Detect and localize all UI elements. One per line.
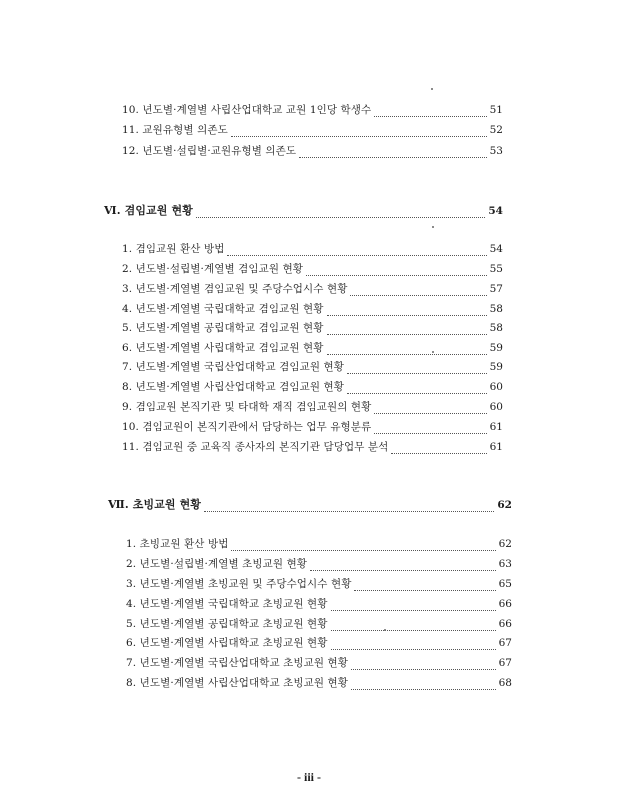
- leader-dots: [327, 305, 487, 316]
- toc-entry-page: 60: [489, 401, 503, 413]
- section-page: 62: [497, 499, 512, 511]
- toc-entry[interactable]: [122, 359, 503, 375]
- toc-entry-page: 58: [489, 303, 503, 315]
- toc-entry[interactable]: [122, 320, 503, 336]
- leader-dots: [196, 207, 485, 218]
- leader-dots: [374, 403, 486, 414]
- toc-entry-page: 61: [489, 441, 503, 453]
- toc-entry-page: 54: [489, 243, 503, 255]
- leader-dots: [351, 659, 496, 670]
- toc-entry-label: 4. 년도별·계열별 국립대학교 초빙교원 현황: [126, 598, 328, 610]
- leader-dots: [204, 501, 494, 512]
- toc-entry[interactable]: [126, 675, 512, 691]
- toc-entry-page: 63: [498, 558, 512, 570]
- page-number: - iii -: [297, 770, 321, 784]
- toc-entry-label: 4. 년도별·계열별 국립대학교 겸임교원 현황: [122, 303, 324, 315]
- leader-dots: [306, 265, 487, 276]
- leader-dots: [331, 639, 496, 650]
- toc-entry-label: 8. 년도별·계열별 사립산업대학교 겸임교원 현황: [122, 381, 345, 393]
- toc-entry-label: 10. 년도별·계열별 사립산업대학교 교원 1인당 학생수: [122, 104, 372, 116]
- toc-entry[interactable]: [122, 281, 503, 297]
- toc-entry-page: 59: [489, 361, 503, 373]
- leader-dots: [347, 383, 487, 394]
- toc-entry-label: 1. 겸임교원 환산 방법: [122, 243, 225, 255]
- leader-dots: [331, 620, 496, 631]
- toc-entry[interactable]: [122, 102, 503, 118]
- toc-entry[interactable]: [122, 143, 503, 159]
- toc-entry[interactable]: [122, 241, 503, 257]
- toc-entry-page: 61: [489, 421, 503, 433]
- leader-dots: [331, 600, 496, 611]
- toc-entry[interactable]: [122, 439, 503, 455]
- leader-dots: [299, 147, 486, 158]
- toc-entry-page: 57: [489, 283, 503, 295]
- toc-entry-label: 2. 년도별·설립별·계열별 겸임교원 현황: [122, 263, 304, 275]
- toc-entry-label: 1. 초빙교원 환산 방법: [126, 538, 229, 550]
- toc-entry-label: 5. 년도별·계열별 공립대학교 초빙교원 현황: [126, 618, 328, 630]
- toc-entry-label: 3. 년도별·계열별 겸임교원 및 주당수업시수 현황: [122, 283, 348, 295]
- toc-entry[interactable]: [122, 122, 503, 138]
- section-title: Ⅵ. 겸임교원 현황: [104, 204, 193, 217]
- leader-dots: [354, 580, 495, 591]
- toc-entry-label: 9. 겸임교원 본직기관 및 타대학 재직 겸임교원의 현황: [122, 401, 372, 413]
- section-heading-vii[interactable]: [108, 497, 512, 513]
- toc-entry-label: 7. 년도별·계열별 국립산업대학교 겸임교원 현황: [122, 361, 345, 373]
- leader-dots: [327, 324, 487, 335]
- toc-entry-label: 6. 년도별·계열별 사립대학교 겸임교원 현황: [122, 342, 324, 354]
- toc-entry[interactable]: [126, 576, 512, 592]
- toc-entry[interactable]: [126, 655, 512, 671]
- toc-entry-page: 62: [498, 538, 512, 550]
- toc-entry-label: 3. 년도별·계열별 초빙교원 및 주당수업시수 현황: [126, 578, 352, 590]
- section-heading-vi[interactable]: [104, 203, 503, 219]
- leader-dots: [374, 106, 486, 117]
- toc-entry[interactable]: [126, 616, 512, 632]
- section-page: 54: [488, 205, 503, 217]
- toc-entry-page: 59: [489, 342, 503, 354]
- toc-entry-page: 51: [489, 104, 503, 116]
- toc-entry-page: 53: [489, 145, 503, 157]
- toc-entry[interactable]: [122, 399, 503, 415]
- leader-dots: [347, 363, 487, 374]
- leader-dots: [227, 245, 486, 256]
- toc-entry-label: 12. 년도별·설립별·교원유형별 의존도: [122, 145, 297, 157]
- scan-speck: [431, 88, 433, 90]
- toc-entry-label: 8. 년도별·계열별 사립산업대학교 초빙교원 현황: [126, 677, 349, 689]
- leader-dots: [231, 540, 495, 551]
- toc-entry[interactable]: [122, 340, 503, 356]
- toc-entry[interactable]: [122, 301, 503, 317]
- leader-dots: [327, 344, 487, 355]
- toc-entry-label: 11. 교원유형별 의존도: [122, 124, 228, 136]
- scan-speck: [432, 226, 434, 228]
- section-title: Ⅶ. 초빙교원 현황: [108, 498, 202, 511]
- leader-dots: [351, 679, 496, 690]
- toc-entry[interactable]: [122, 379, 503, 395]
- toc-entry-page: 68: [498, 677, 512, 689]
- toc-entry[interactable]: [126, 635, 512, 651]
- toc-entry[interactable]: [126, 596, 512, 612]
- toc-entry[interactable]: [126, 536, 512, 552]
- toc-entry-label: 10. 겸임교원이 본직기관에서 담당하는 업무 유형분류: [122, 421, 372, 433]
- toc-entry-label: 11. 겸임교원 중 교육직 종사자의 본직기관 담당업무 분석: [122, 441, 389, 453]
- toc-entry-page: 66: [498, 618, 512, 630]
- toc-entry[interactable]: [122, 419, 503, 435]
- leader-dots: [391, 443, 486, 454]
- toc-entry-label: 7. 년도별·계열별 국립산업대학교 초빙교원 현황: [126, 657, 349, 669]
- toc-entry-label: 6. 년도별·계열별 사립대학교 초빙교원 현황: [126, 637, 328, 649]
- toc-entry-page: 52: [489, 124, 503, 136]
- toc-entry-page: 55: [489, 263, 503, 275]
- scan-speck: [384, 629, 386, 631]
- toc-entry-page: 66: [498, 598, 512, 610]
- toc-entry[interactable]: [122, 261, 503, 277]
- toc-entry-page: 60: [489, 381, 503, 393]
- leader-dots: [350, 285, 486, 296]
- scan-speck: [432, 351, 434, 353]
- toc-entry-label: 5. 년도별·계열별 공립대학교 겸임교원 현황: [122, 322, 324, 334]
- leader-dots: [374, 423, 486, 434]
- leader-dots: [231, 126, 487, 137]
- toc-entry[interactable]: [126, 556, 512, 572]
- leader-dots: [310, 560, 496, 571]
- toc-entry-label: 2. 년도별·설립별·계열별 초빙교원 현황: [126, 558, 308, 570]
- toc-entry-page: 65: [498, 578, 512, 590]
- toc-entry-page: 58: [489, 322, 503, 334]
- toc-entry-page: 67: [498, 657, 512, 669]
- toc-entry-page: 67: [498, 637, 512, 649]
